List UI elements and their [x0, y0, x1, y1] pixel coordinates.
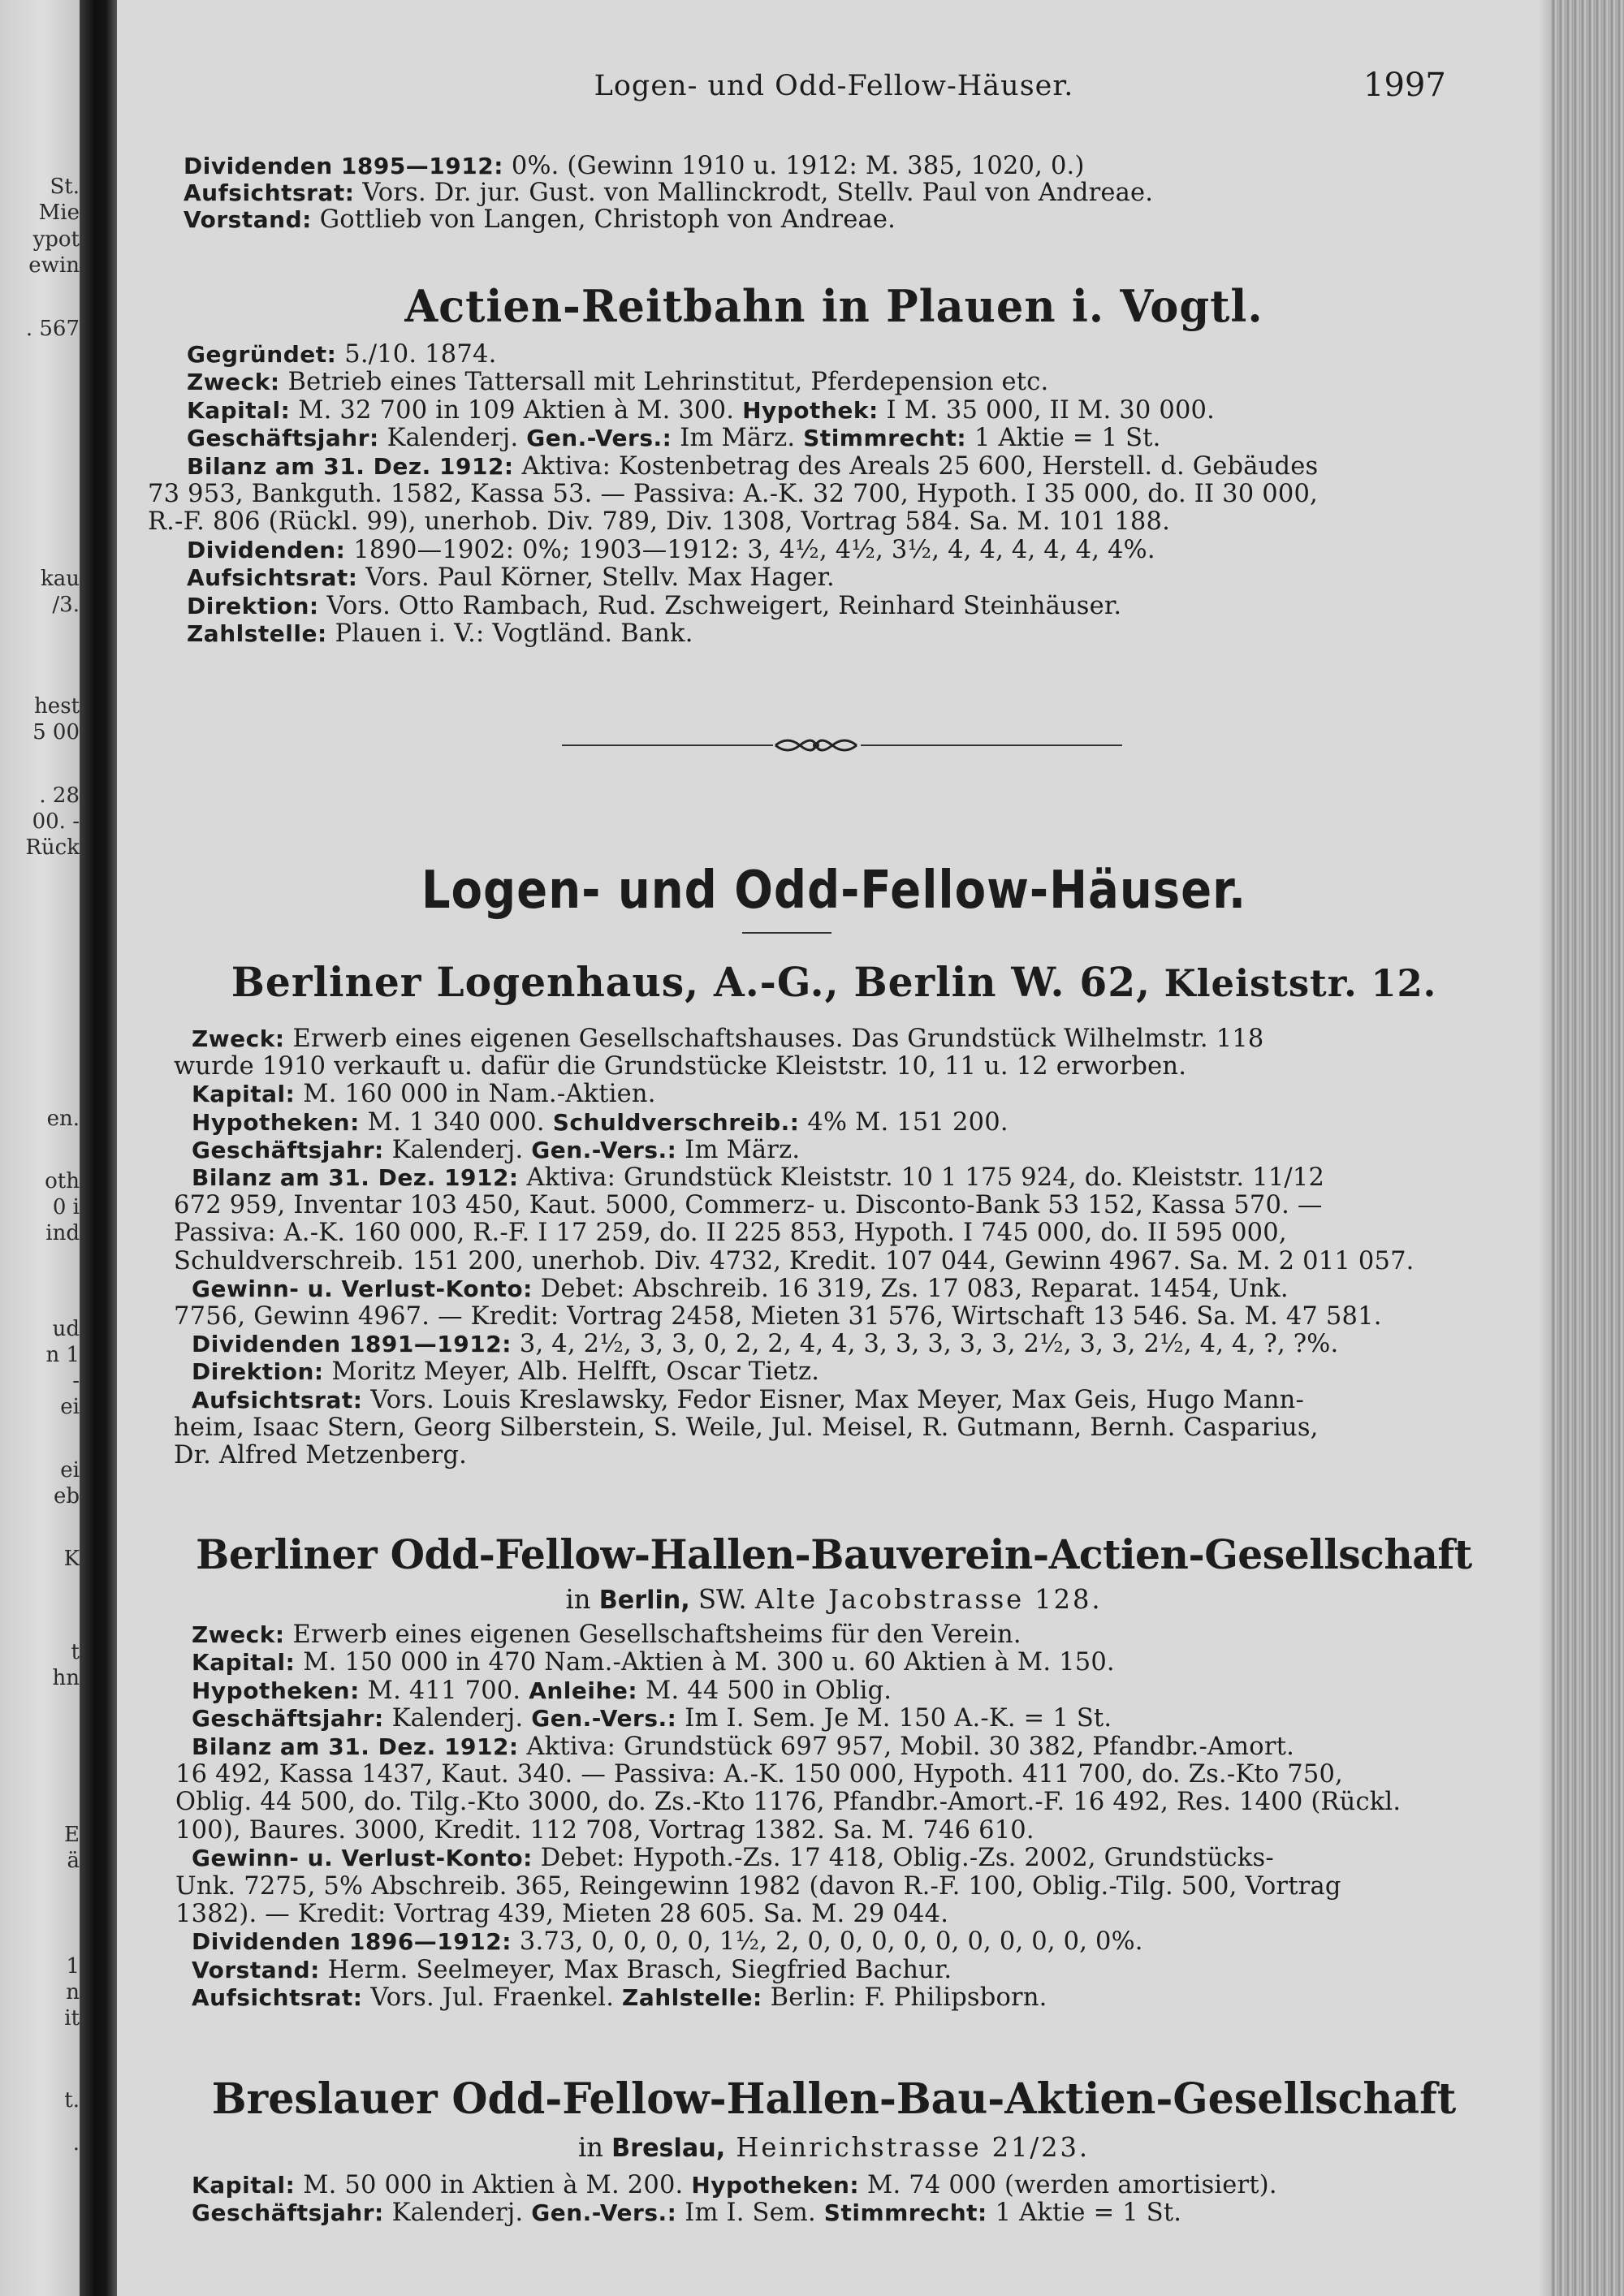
field-value: Kalenderj.	[383, 1135, 532, 1164]
left-page-fragment-text: kau	[40, 567, 80, 591]
left-page-fragment-text: 0 i	[52, 1195, 80, 1219]
field-label: Direktion:	[192, 1358, 324, 1386]
field-label: Vorstand:	[184, 206, 312, 233]
text-line	[192, 1387, 1304, 1413]
subline-street: Heinrichstrasse 21/23.	[725, 2131, 1091, 2163]
field-label: Schuldverschreib.:	[552, 1108, 800, 1136]
subline-street: Alte Jacobstrasse 128.	[754, 1583, 1103, 1615]
text-line	[175, 1789, 1401, 1815]
field-value: 1382). — Kredit: Vortrag 439, Mieten 28 605. Sa. M. 29 044.	[175, 1900, 949, 1928]
field-label: Aufsichtsrat:	[184, 179, 355, 206]
left-page-fragment-text: ei	[60, 1458, 80, 1482]
field-value: 100), Baures. 3000, Kredit. 112 708, Vortrag 1382. Sa. M. 746 610.	[175, 1815, 1034, 1845]
text-line	[148, 481, 1318, 507]
text-line	[187, 369, 1048, 395]
subline-district: SW.	[689, 1583, 755, 1615]
field-value: Vors. Dr. jur. Gust. von Mallinckrodt, Stellv. Paul von Andreae.	[354, 179, 1154, 207]
field-value: Debet: Abschreib. 16 319, Zs. 17 083, Reparat. 1454, Unk.	[532, 1274, 1289, 1303]
left-page-fragment-text: n 1	[45, 1343, 80, 1367]
entry-heading-logenhaus-street: Kleiststr. 12.	[1151, 961, 1437, 1005]
left-page-fragment-text: E	[64, 1823, 80, 1847]
left-page-fragment-text: 00. -	[32, 809, 80, 834]
field-label: Bilanz am 31. Dez. 1912:	[187, 452, 514, 480]
field-value: 5./10. 1874.	[336, 340, 497, 369]
field-value: Schuldverschreib. 151 200, unerhob. Div. 4732, Kredit. 107 044, Gewinn 4967. Sa. M. 2 011 057.	[174, 1246, 1415, 1275]
field-label: Geschäftsjahr:	[192, 2199, 384, 2226]
text-line	[174, 1192, 1323, 1219]
entry-heading-logenhaus	[136, 958, 1532, 1006]
left-page-fragment-text: ei	[60, 1395, 80, 1419]
field-value: Kalenderj.	[383, 2199, 532, 2227]
text-line	[192, 1928, 1143, 1955]
left-page-fragment-text: hn	[52, 1666, 80, 1690]
field-value: 73 953, Bankguth. 1582, Kassa 53. — Passiva: A.-K. 32 700, Hypoth. I 35 000, do. II 30 000,	[148, 480, 1318, 508]
field-value: Debet: Hypoth.-Zs. 17 418, Oblig.-Zs. 2002, Grundstücks-	[532, 1844, 1274, 1873]
subline-prefix: in	[565, 1583, 599, 1615]
field-value: Kalenderj.	[383, 1704, 532, 1733]
field-value: Passiva: A.-K. 160 000, R.-F. I 17 259, do. II 225 853, Hypoth. I 745 000, do. II 595 000,	[174, 1219, 1287, 1248]
text-line	[192, 1649, 1115, 1676]
left-page-fragment-text: /3.	[52, 593, 80, 617]
text-line	[192, 1109, 1009, 1136]
text-line	[175, 1761, 1343, 1788]
field-label: Direktion:	[187, 592, 319, 619]
left-page-fragment-text: ypot	[32, 227, 80, 252]
field-label: Hypotheken:	[192, 1677, 360, 1704]
text-line	[192, 2172, 1277, 2199]
left-page-fragment-text: ind	[45, 1221, 80, 1245]
field-label: Dividenden 1896—1912:	[192, 1928, 512, 1956]
left-page-fragment-text: it	[64, 2006, 80, 2031]
text-line	[192, 1705, 1112, 1732]
left-page-fragment-text: t.	[64, 2088, 80, 2113]
text-line	[174, 1053, 1186, 1080]
section-title-rule	[742, 932, 831, 934]
field-label: Kapital:	[192, 1649, 296, 1677]
text-line	[192, 1025, 1264, 1052]
text-line	[192, 1677, 892, 1704]
left-page-fragment-text: 1	[66, 1954, 80, 1979]
field-value: M. 50 000 in Aktien à M. 200.	[295, 2171, 692, 2199]
left-page-fragment-text: t	[71, 1640, 80, 1664]
field-value: Kalenderj.	[378, 424, 527, 453]
entry-heading-oddfellow-berlin: Berliner Odd-Fellow-Hallen-Bauverein-Actien-Gesellschaft	[196, 1530, 1472, 1578]
text-line	[192, 1957, 952, 1983]
book-gutter	[80, 0, 117, 2296]
text-line	[192, 1275, 1289, 1302]
field-label: Hypothek:	[742, 396, 879, 424]
field-label: Dividenden 1891—1912:	[192, 1331, 512, 1358]
field-value: M. 411 700.	[359, 1676, 529, 1705]
field-value: Vors. Otto Rambach, Rud. Zschweigert, Reinhard Steinhäuser.	[318, 591, 1122, 620]
field-label: Kapital:	[192, 1081, 296, 1108]
field-value: R.-F. 806 (Rückl. 99), unerhob. Div. 789, Div. 1308, Vortrag 584. Sa. M. 101 188.	[148, 507, 1170, 537]
field-label: Dividenden:	[187, 536, 346, 563]
field-value: 672 959, Inventar 103 450, Kaut. 5000, Commerz- u. Disconto-Bank 53 152, Kassa 570. —	[174, 1191, 1323, 1220]
field-value: Dr. Alfred Metzenberg.	[174, 1441, 468, 1470]
left-page-fragment-text: .	[72, 2131, 80, 2156]
left-page-fragment	[0, 0, 80, 2296]
field-label: Gen.-Vers.:	[531, 2199, 677, 2226]
text-line	[174, 1303, 1382, 1330]
text-line	[187, 564, 835, 591]
field-label: Bilanz am 31. Dez. 1912:	[192, 1733, 519, 1760]
subline-city: Berlin,	[598, 1586, 690, 1615]
left-page-fragment-text: ä	[67, 1849, 80, 1873]
field-value: Im I. Sem.	[676, 2199, 824, 2227]
field-value: M. 32 700 in 109 Aktien à M. 300.	[290, 395, 743, 425]
field-value: Im März.	[676, 1135, 801, 1164]
text-line	[187, 397, 1215, 424]
field-value: Moritz Meyer, Alb. Helfft, Oscar Tietz.	[323, 1357, 820, 1387]
entry-heading-oddfellow-breslau: Breslauer Odd-Fellow-Hallen-Bau-Aktien-Gesellschaft	[211, 2074, 1457, 2124]
text-line	[192, 1331, 1338, 1357]
left-page-fragment-text: . 567	[25, 317, 80, 341]
field-label: Zweck:	[192, 1621, 285, 1648]
field-label: Anleihe:	[529, 1677, 638, 1704]
field-label: Gewinn- u. Verlust-Konto:	[192, 1845, 533, 1872]
field-value: M. 44 500 in Oblig.	[637, 1676, 892, 1705]
field-value: Im I. Sem. Je M. 150 A.-K. = 1 St.	[676, 1704, 1112, 1733]
field-value: Aktiva: Grundstück 697 957, Mobil. 30 382, Pfandbr.-Amort.	[518, 1732, 1294, 1761]
page-number: 1997	[1363, 67, 1446, 104]
ornament-divider	[562, 733, 1122, 757]
text-line	[187, 425, 1161, 451]
field-label: Zweck:	[192, 1025, 285, 1052]
field-label: Gewinn- u. Verlust-Konto:	[192, 1275, 533, 1302]
field-value: 1 Aktie = 1 St.	[966, 424, 1161, 453]
left-page-fragment-text: n	[66, 1980, 80, 2005]
field-value: Im März.	[672, 424, 804, 453]
text-line	[187, 620, 693, 647]
text-line	[174, 1414, 1319, 1441]
text-line	[175, 1817, 1034, 1844]
entry-subline-oddfellow-berlin	[136, 1583, 1532, 1615]
text-line	[192, 1845, 1274, 1871]
field-label: Kapital:	[192, 2172, 296, 2199]
field-value: Gottlieb von Langen, Christoph von Andreae.	[311, 205, 896, 234]
left-page-fragment-text: hest	[34, 694, 80, 719]
text-line	[184, 206, 896, 233]
text-line	[192, 1621, 1021, 1648]
field-label: Aufsichtsrat:	[187, 564, 358, 592]
running-head: Logen- und Odd-Fellow-Häuser.	[594, 70, 1074, 102]
page-stack-edge	[1551, 0, 1624, 2296]
left-page-fragment-text: 5 00	[32, 720, 80, 744]
field-value: 16 492, Kassa 1437, Kaut. 340. — Passiva: A.-K. 150 000, Hypoth. 411 700, do. Zs.-Kto 750,	[175, 1760, 1343, 1789]
left-page-fragment-text: ewin	[28, 253, 80, 278]
left-page-fragment-text: oth	[45, 1169, 80, 1193]
field-value: 7756, Gewinn 4967. — Kredit: Vortrag 2458, Mieten 31 576, Wirtschaft 13 546. Sa. M. 47 581.	[174, 1302, 1382, 1331]
field-value: Oblig. 44 500, do. Tilg.-Kto 3000, do. Zs.-Kto 1176, Pfandbr.-Amort.-F. 16 492, Res. 1400 (Rückl.	[175, 1788, 1402, 1817]
field-label: Gen.-Vers.:	[526, 425, 672, 452]
text-line	[187, 537, 1155, 563]
left-page-fragment-text: St.	[50, 175, 80, 199]
field-value: Berlin: F. Philipsborn.	[762, 1983, 1047, 2013]
field-label: Vorstand:	[192, 1956, 320, 1983]
text-line	[174, 1442, 467, 1469]
field-label: Gen.-Vers.:	[531, 1705, 677, 1733]
field-value: wurde 1910 verkauft u. dafür die Grundstücke Kleiststr. 10, 11 u. 12 erworben.	[174, 1052, 1187, 1081]
field-label: Stimmrecht:	[803, 425, 967, 452]
field-value: Unk. 7275, 5% Abschreib. 365, Reingewinn 1982 (davon R.-F. 100, Oblig.-Tilg. 500, Vortrag	[175, 1871, 1341, 1901]
section-title: Logen- und Odd-Fellow-Häuser.	[421, 861, 1247, 921]
subline-prefix: in	[577, 2131, 612, 2163]
text-line	[187, 593, 1121, 619]
field-value: Betrieb eines Tattersall mit Lehrinstitut, Pferdepension etc.	[279, 368, 1049, 397]
field-label: Hypotheken:	[192, 1108, 360, 1136]
entry-heading-reitbahn: Actien-Reitbahn in Plauen i. Vogtl.	[404, 280, 1263, 332]
field-value: M. 150 000 in 470 Nam.-Aktien à M. 300 u. 60 Aktien à M. 150.	[295, 1648, 1115, 1677]
entry-subline-oddfellow-breslau	[136, 2131, 1532, 2163]
main-page	[117, 0, 1551, 2296]
field-label: Geschäftsjahr:	[192, 1705, 384, 1733]
field-value: 4% M. 151 200.	[799, 1107, 1009, 1137]
field-value: 0%. (Gewinn 1910 u. 1912: M. 385, 1020, 0.)	[503, 152, 1085, 180]
field-value: Herm. Seelmeyer, Max Brasch, Siegfried Bachur.	[319, 1955, 952, 1984]
field-label: Aufsichtsrat:	[192, 1984, 363, 2012]
left-page-fragment-text: ud	[52, 1317, 80, 1341]
field-value: M. 160 000 in Nam.-Aktien.	[295, 1080, 656, 1109]
field-value: Erwerb eines eigenen Gesellschaftsheims für den Verein.	[284, 1621, 1021, 1649]
field-value: Plauen i. V.: Vogtländ. Bank.	[326, 619, 693, 648]
left-page-fragment-text: eb	[53, 1484, 80, 1508]
field-label: Kapital:	[187, 396, 291, 424]
field-value: I M. 35 000, II M. 30 000.	[878, 395, 1216, 425]
text-line	[184, 179, 1153, 206]
field-value: Vors. Louis Kreslawsky, Fedor Eisner, Max Meyer, Max Geis, Hugo Mann-	[362, 1385, 1305, 1414]
subline-city: Breslau,	[611, 2134, 726, 2163]
field-label: Geschäftsjahr:	[187, 425, 379, 452]
text-line	[187, 453, 1318, 480]
field-label: Gen.-Vers.:	[531, 1136, 677, 1163]
field-label: Stimmrecht:	[823, 2199, 987, 2226]
field-label: Gegründet:	[187, 341, 337, 368]
field-value: 3.73, 0, 0, 0, 0, 1½, 2, 0, 0, 0, 0, 0, 0, 0, 0, 0, 0%.	[511, 1927, 1143, 1957]
field-value: 3, 4, 2½, 3, 3, 0, 2, 2, 4, 4, 3, 3, 3, 3, 3, 2½, 3, 3, 2½, 4, 4, ?, ?%.	[511, 1330, 1339, 1359]
text-line	[174, 1219, 1287, 1246]
field-label: Zahlstelle:	[622, 1984, 762, 2012]
text-line	[192, 1358, 819, 1385]
field-value: Vors. Paul Körner, Stellv. Max Hager.	[357, 563, 835, 593]
field-value: Vors. Jul. Fraenkel.	[362, 1983, 623, 2013]
entry-heading-logenhaus-main: Berliner Logenhaus, A.-G., Berlin W. 62,	[231, 958, 1151, 1006]
text-line	[174, 1248, 1415, 1275]
left-page-fragment-text: K	[63, 1547, 80, 1571]
left-page-fragment-text: -	[72, 1369, 80, 1393]
text-line	[192, 1137, 800, 1163]
field-value: Erwerb eines eigenen Gesellschaftshauses. Das Grundstück Wilhelmstr. 118	[284, 1025, 1264, 1053]
text-line	[192, 1984, 1047, 2011]
field-label: Bilanz am 31. Dez. 1912:	[192, 1164, 519, 1191]
text-line	[148, 508, 1170, 535]
field-value: 1890—1902: 0%; 1903—1912: 3, 4½, 4½, 3½, 4, 4, 4, 4, 4, 4%.	[345, 535, 1155, 564]
field-value: M. 1 340 000.	[359, 1107, 553, 1137]
field-label: Hypotheken:	[691, 2172, 860, 2199]
field-label: Zahlstelle:	[187, 620, 327, 647]
text-line	[192, 1081, 656, 1107]
left-page-fragment-text: en.	[46, 1107, 80, 1131]
field-label: Zweck:	[187, 369, 280, 396]
text-line	[175, 1873, 1341, 1900]
field-label: Dividenden 1895—1912:	[184, 153, 503, 179]
field-label: Geschäftsjahr:	[192, 1136, 384, 1163]
left-page-fragment-text: Rück	[25, 835, 80, 860]
text-line	[187, 341, 497, 368]
left-page-fragment-text: Mie	[38, 201, 80, 225]
field-value: Aktiva: Grundstück Kleiststr. 10 1 175 924, do. Kleiststr. 11/12	[518, 1163, 1325, 1192]
field-value: Aktiva: Kostenbetrag des Areals 25 600, Herstell. d. Gebäudes	[513, 451, 1319, 481]
left-page-fragment-text: . 28	[39, 783, 80, 808]
text-line	[175, 1901, 948, 1927]
text-line	[192, 2199, 1181, 2226]
text-line	[192, 1164, 1324, 1191]
text-line	[192, 1733, 1294, 1760]
text-line	[184, 153, 1085, 179]
field-label: Aufsichtsrat:	[192, 1386, 363, 1413]
field-value: 1 Aktie = 1 St.	[987, 2199, 1182, 2227]
field-value: M. 74 000 (werden amortisiert).	[859, 2171, 1277, 2199]
field-value: heim, Isaac Stern, Georg Silberstein, S. Weile, Jul. Meisel, R. Gutmann, Bernh. Casparius,	[174, 1413, 1319, 1442]
